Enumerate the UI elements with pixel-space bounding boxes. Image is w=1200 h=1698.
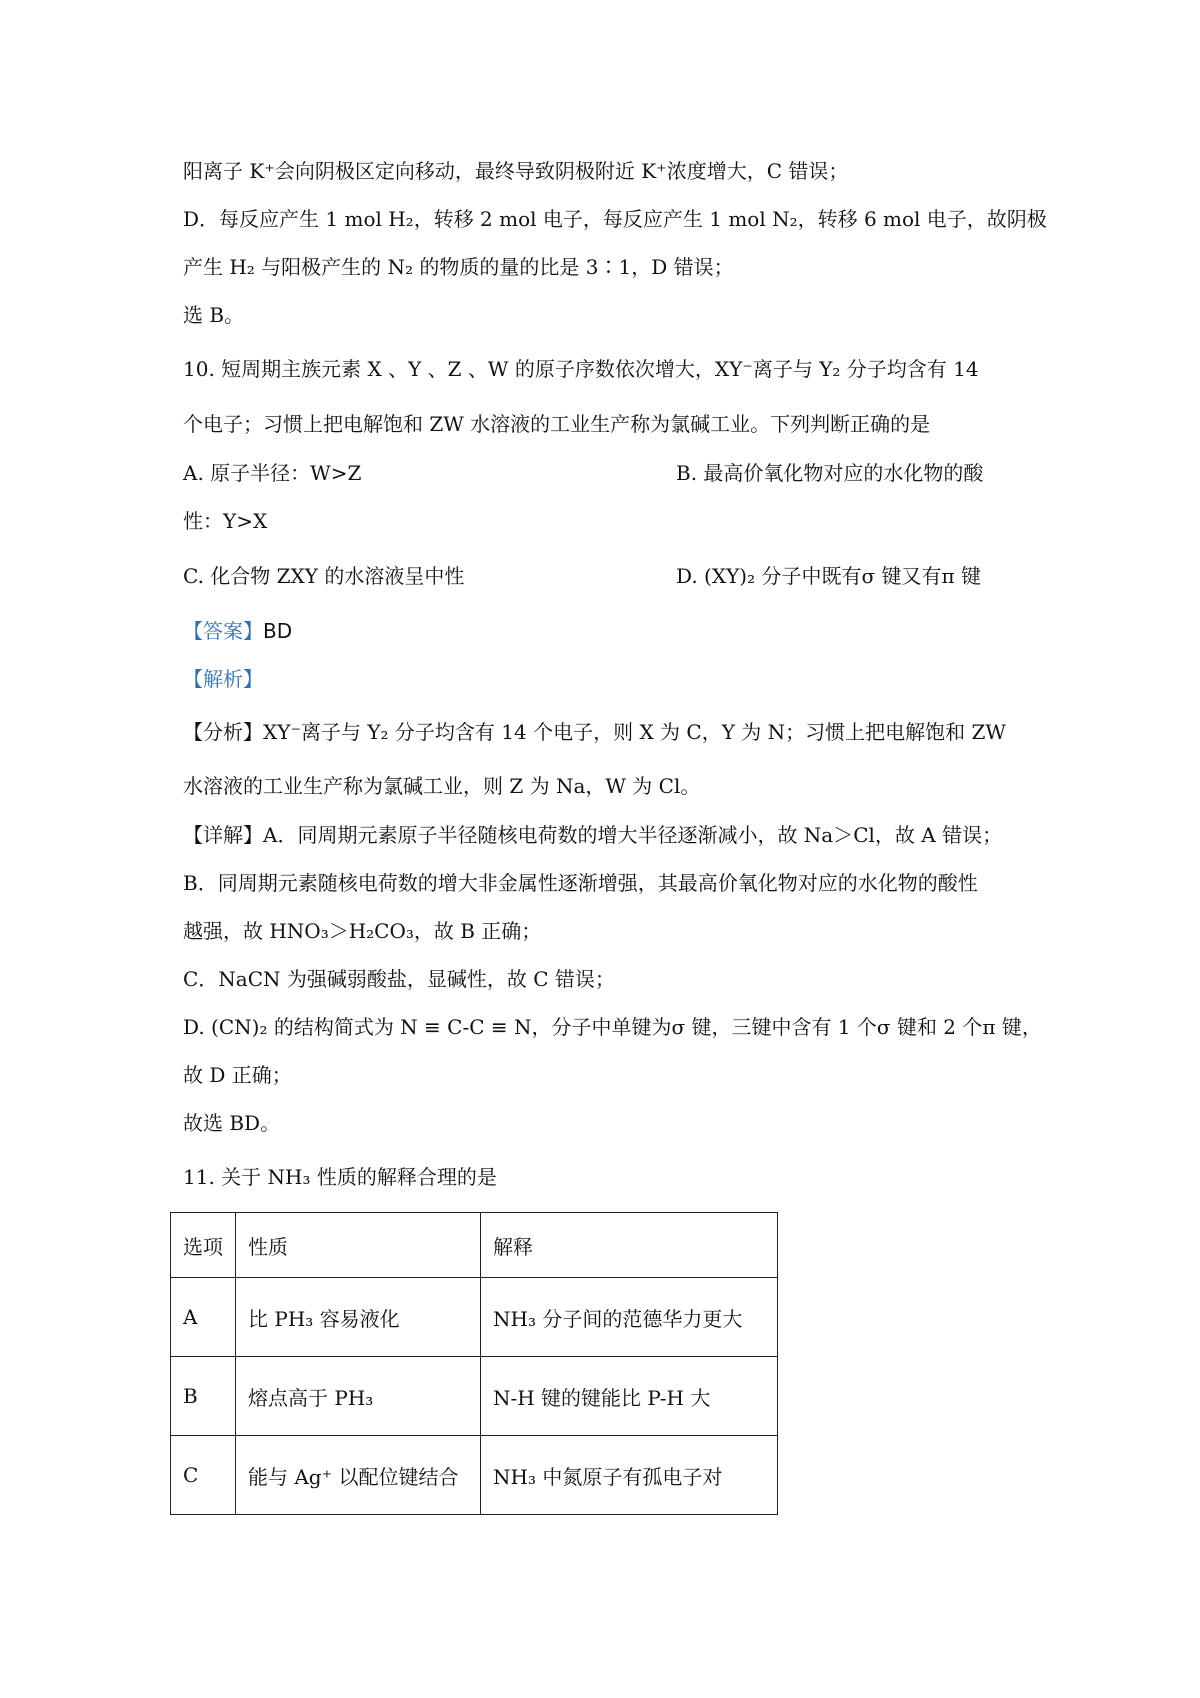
table-header-row (171, 1213, 778, 1278)
detail-text: 越强，故 HNO₃＞H₂CO₃，故 B 正确； (183, 919, 542, 943)
analysis-text: 【分析】XY⁻离子与 Y₂ 分子均含有 14 个电子，则 X 为 C，Y 为 N；习惯上把电解饱和 ZW (183, 720, 1006, 744)
table-cell: 比 PH₃ 容易液化 (236, 1278, 481, 1357)
option-b-cont: 性：Y>X (183, 509, 268, 533)
table-row (171, 1357, 778, 1436)
detail-text: B．同周期元素随核电荷数的增大非金属性逐渐增强，其最高价氧化物对应的水化物的酸性 (183, 871, 978, 895)
table-cell: A (171, 1278, 236, 1357)
header-cell: 解释 (481, 1213, 778, 1278)
table-cell: B (171, 1357, 236, 1436)
question-11: 11. 关于 NH₃ 性质的解释合理的是 (183, 1165, 497, 1189)
table-row (171, 1278, 778, 1357)
answer-value: BD (263, 619, 293, 643)
table-cell: NH₃ 分子间的范德华力更大 (481, 1278, 778, 1357)
detail-text: 【详解】A．同周期元素原子半径随核电荷数的增大半径逐渐减小，故 Na＞Cl，故 A 错误； (183, 823, 1003, 847)
text-line: 阳离子 K⁺会向阴极区定向移动，最终导致阴极附近 K⁺浓度增大，C 错误； (183, 159, 849, 183)
text-line: 个电子；习惯上把电解饱和 ZW 水溶液的工业生产称为氯碱工业。下列判断正确的是 (183, 412, 931, 436)
option-a: A. 原子半径：W>Z (183, 461, 362, 485)
analysis-text: 水溶液的工业生产称为氯碱工业，则 Z 为 Na，W 为 Cl。 (183, 774, 701, 798)
detail-text: 故 D 正确； (183, 1063, 292, 1087)
table-cell: C (171, 1436, 236, 1515)
option-d: D. (XY)₂ 分子中既有σ 键又有π 键 (676, 564, 981, 588)
detail-text: D. (CN)₂ 的结构简式为 N ≡ C-C ≡ N，分子中单键为σ 键，三键中含有 1 个σ 键和 2 个π 键， (183, 1015, 1042, 1039)
text-line: 选 B。 (183, 303, 245, 327)
header-cell: 性质 (236, 1213, 481, 1278)
detail-text: C．NaCN 为强碱弱酸盐，显碱性，故 C 错误； (183, 967, 615, 991)
text-line: 产生 H₂ 与阳极产生的 N₂ 的物质的量的比是 3∶1，D 错误； (183, 255, 734, 279)
table-cell: NH₃ 中氮原子有孤电子对 (481, 1436, 778, 1515)
option-b: B. 最高价氧化物对应的水化物的酸 (676, 461, 984, 485)
table-cell: 熔点高于 PH₃ (236, 1357, 481, 1436)
table-row (171, 1436, 778, 1515)
property-table (170, 1212, 778, 1515)
header-cell: 选项 (171, 1213, 236, 1278)
answer-tag: 【答案】 (183, 619, 263, 643)
table-cell: N-H 键的键能比 P-H 大 (481, 1357, 778, 1436)
table-cell: 能与 Ag⁺ 以配位键结合 (236, 1436, 481, 1515)
analysis-tag: 【解析】 (183, 667, 263, 691)
option-c: C. 化合物 ZXY 的水溶液呈中性 (183, 564, 465, 588)
text-line: D．每反应产生 1 mol H₂，转移 2 mol 电子，每反应产生 1 mol N₂，转移 6 mol 电子，故阴极 (183, 207, 1047, 231)
answer-line (183, 617, 292, 645)
question-10: 10. 短周期主族元素 X 、Y 、Z 、W 的原子序数依次增大，XY⁻离子与 Y₂ 分子均含有 14 (183, 357, 979, 381)
detail-text: 故选 BD。 (183, 1111, 281, 1135)
